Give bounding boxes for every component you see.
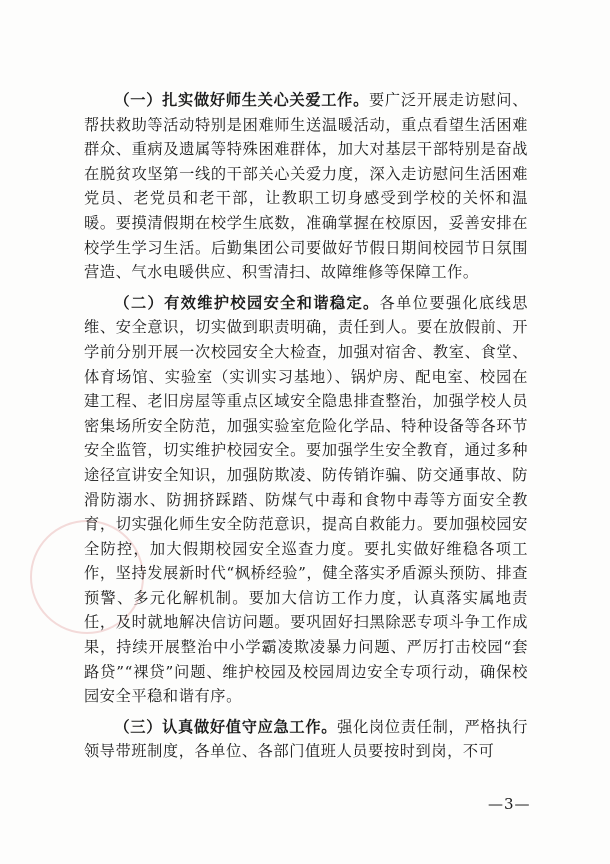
- paragraph-campus-safety: [84, 291, 528, 709]
- paragraph-text: 各单位要强化底线思维、安全意识，切实做到职责明确，责任到人。要在放假前、开学前分别开展一次校园安全大检查，加强对宿舍、教室、食堂、体育场馆、实验室（实训实习基地）、锅炉房、配电室、校园在建工程、老旧房屋等重点区域安全隐患排查整治，加强学校人员密集场所安全防范，加强实验室危险化学品、特种设备等各环节安全监管，切实维护校园安全。要加强学生安全教育，通过多种途径宣讲安全知识，加强防欺凌、防传销诈骗、防交通事故、防滑防溺水、防拥挤踩踏、防煤气中毒和食物中毒等方面安全教育，切实强化师生安全防范意识，提高自救能力。要加强校园安全防控，加大假期校园安全巡查力度。要扎实做好维稳各项工作，坚持发展新时代“枫桥经验”，健全落实矛盾源头预防、排查预警、多元化解机制。要加大信访工作力度，认真落实属地责任，及时就地解决信访问题。要巩固好扫黑除恶专项斗争工作成果，持续开展整治中小学霸凌欺凌暴力问题、严厉打击校园“套路贷”“裸贷”问题、维护校园及校园周边安全专项行动，确保校园安全平稳和谐有序。: [84, 293, 528, 706]
- document-body: [84, 88, 528, 770]
- paragraph-text: 要广泛开展走访慰问、帮扶救助等活动特别是困难师生送温暖活动，重点看望生活困难群众、重病及遗属等特殊困难群体，加大对基层干部特别是奋战在脱贫攻坚第一线的干部关心关爱力度，深入走访慰问生活困难党员、老党员和老干部，让教职工切身感受到学校的关怀和温暖。要摸清假期在校学生底数，准确掌握在校原因，妥善安排在校学生学习生活。后勤集团公司要做好节假日期间校园节日氛围营造、气水电暖供应、积雪清扫、故障维修等保障工作。: [84, 91, 528, 282]
- paragraph-duty-emergency: [84, 715, 528, 764]
- page-number: —3—: [488, 795, 531, 813]
- paragraph-heading: （三）认真做好值守应急工作。: [114, 717, 338, 736]
- paragraph-heading: （一）扎实做好师生关心关爱工作。: [114, 91, 369, 109]
- paragraph-heading: （二）有效维护校园安全和谐稳定。: [114, 293, 380, 312]
- paragraph-care-for-teachers-students: [84, 88, 528, 285]
- paragraph-text: 强化岗位责任制，严格执行领导带班制度，各单位、各部门值班人员要按时到岗，不可: [84, 717, 528, 761]
